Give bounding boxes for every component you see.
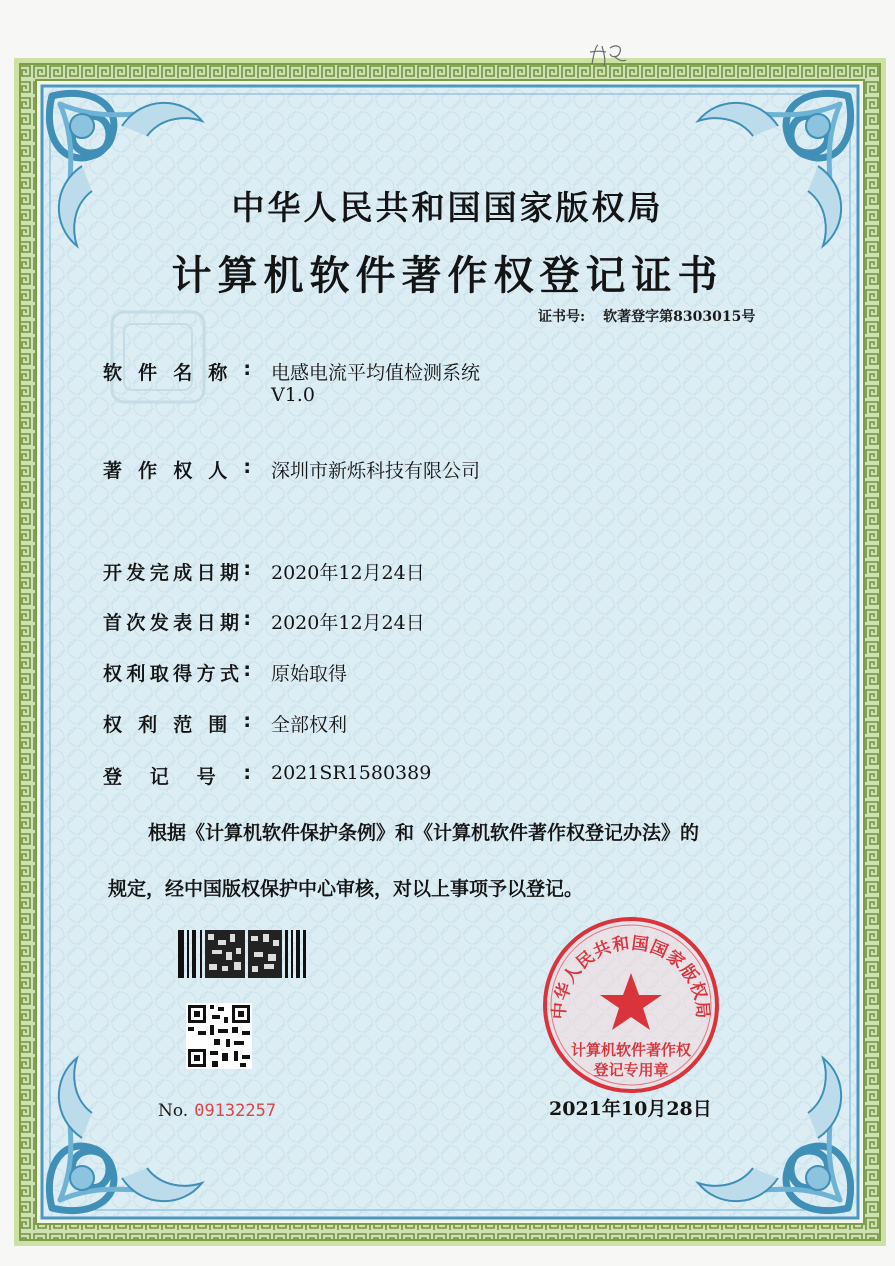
serial-prefix: No.	[158, 1101, 189, 1121]
acquire-value: 原始取得	[271, 663, 348, 685]
software-version-value: V1.0	[271, 384, 315, 406]
owner-value: 深圳市新烁科技有限公司	[271, 460, 481, 482]
certificate-title: 计算机软件著作权登记证书	[171, 253, 724, 299]
software-name-value: 电感电流平均值检测系统	[271, 362, 481, 384]
acquire-label: 权 利 取 得 方 式 :	[103, 659, 251, 685]
pub-date-value: 2020年12月24日	[271, 612, 425, 634]
seal-inner-line-1: 计算机软件著作权	[570, 1041, 692, 1059]
statement-line-2: 规定，经中国版权保护中心审核，对以上事项予以登记。	[108, 878, 584, 900]
issue-date: 2021年10月28日	[549, 1098, 712, 1120]
official-seal	[541, 915, 721, 1095]
reg-no-value: 2021SR1580389	[271, 762, 432, 784]
certificate-number	[538, 306, 755, 326]
reg-no-label: 登 记 号 :	[103, 762, 251, 788]
dev-date-label: 开 发 完 成 日 期 :	[103, 558, 251, 584]
handwritten-mark	[588, 42, 628, 68]
barcode	[178, 930, 306, 978]
scope-value: 全部权利	[271, 714, 348, 736]
serial-number	[158, 1101, 276, 1121]
pub-date-label: 首 次 发 表 日 期 :	[103, 608, 251, 634]
issuing-authority: 中华人民共和国国家版权局	[231, 188, 664, 227]
serial-value: 09132257	[194, 1101, 277, 1121]
qr-code	[186, 1003, 252, 1069]
statement-line-1: 根据《计算机软件保护条例》和《计算机软件著作权登记办法》的	[148, 822, 700, 844]
owner-label: 著 作 权 人 :	[103, 456, 251, 482]
certificate-number-value: 软著登字第8303015号	[603, 309, 756, 325]
scope-label: 权 利 范 围 :	[103, 710, 251, 736]
seal-ring-text: 中华人民共和国国家版权局	[549, 933, 713, 1020]
certificate-number-label: 证书号:	[538, 309, 586, 325]
software-name-label: 软 件 名 称 :	[103, 358, 251, 384]
seal-inner-line-2: 登记专用章	[593, 1061, 669, 1079]
dev-date-value: 2020年12月24日	[271, 562, 425, 584]
